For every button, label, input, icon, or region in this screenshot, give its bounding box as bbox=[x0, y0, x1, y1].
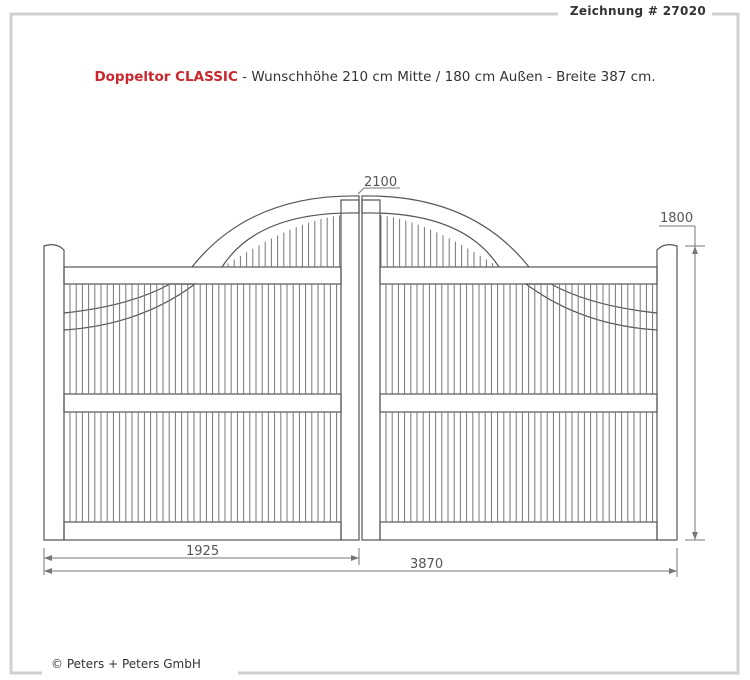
center-height-label: 2100 bbox=[364, 175, 398, 190]
right-leaf-inner-stile bbox=[362, 200, 380, 540]
leaf-width-label: 1925 bbox=[186, 544, 220, 559]
total-width-label: 3870 bbox=[410, 557, 444, 572]
drawing-number: Zeichnung # 27020 bbox=[569, 4, 706, 18]
product-name: Doppeltor CLASSIC bbox=[94, 69, 238, 85]
right-post bbox=[657, 245, 677, 540]
pickets bbox=[70, 215, 653, 522]
copyright: © Peters + Peters GmbH bbox=[51, 657, 201, 671]
right-middle-rail bbox=[380, 394, 657, 412]
outer-height-label: 1800 bbox=[660, 211, 694, 226]
left-post bbox=[44, 245, 64, 540]
left-bottom-rail bbox=[64, 522, 341, 540]
left-middle-rail bbox=[64, 394, 341, 412]
left-leaf-inner-stile bbox=[341, 200, 359, 540]
left-arch bbox=[192, 196, 359, 267]
left-top-rail bbox=[64, 267, 341, 284]
product-description: - Wunschhöhe 210 cm Mitte / 180 cm Außen - Breite 387 cm. bbox=[237, 69, 656, 85]
right-swoosh bbox=[526, 284, 657, 330]
right-top-rail bbox=[380, 267, 657, 284]
right-bottom-rail bbox=[380, 522, 657, 540]
